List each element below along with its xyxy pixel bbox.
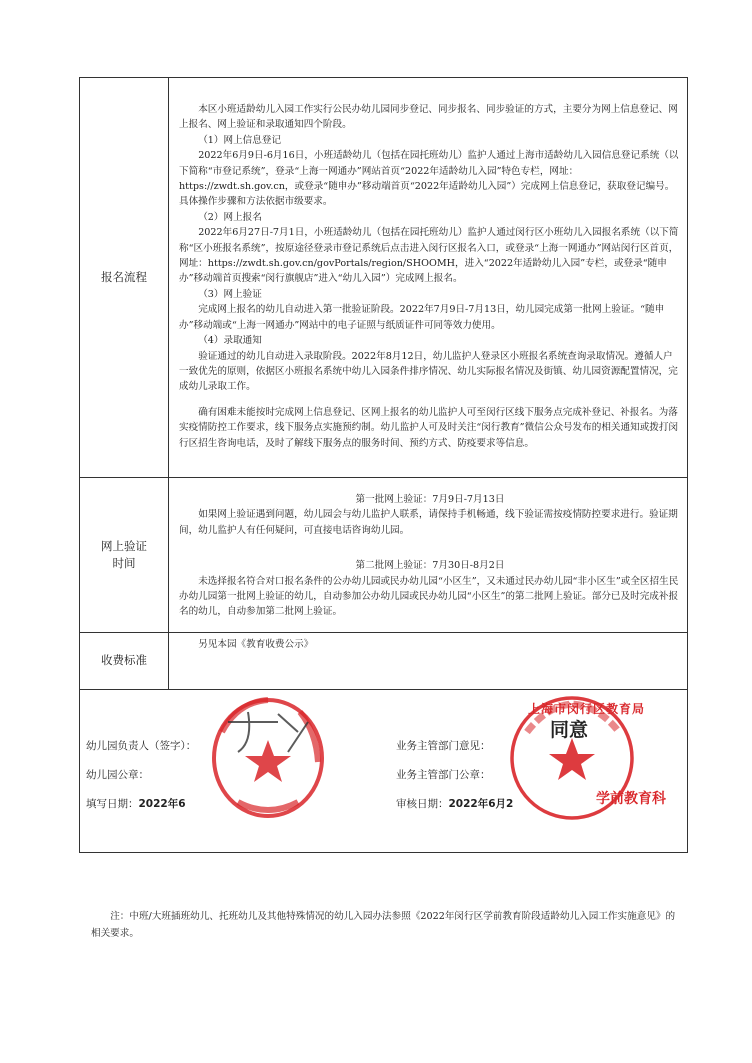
batch2-text: 未选择报名符合对口报名条件的公办幼儿园或民办幼儿园“小区生”，又未通过民办幼儿园“非小区生”或全区招生民办幼儿园第一批网上验证的幼儿，自动参加公办幼儿园或民办幼儿园“小区生”的第二批网上验证。部分已及时完成补报名的幼儿，自动参加第二批网上验证。 <box>179 575 679 618</box>
flow-offline-note: 确有困难未能按时完成网上信息登记、区网上报名的幼儿监护人可至闵行区线下服务点完成补登记、补报名。为落实疫情防控工作要求，线下服务点实施预约制。幼儿监护人可及时关注“闵行教育”微信公众号发布的相关通知或拨打闵行区招生咨询电话，及时了解线下服务点的服务时间、预约方式、防疫要求等信息。 <box>179 406 679 449</box>
review-date <box>396 796 513 811</box>
content-flow <box>169 78 688 478</box>
flow-step4-title: （4）录取通知 <box>198 335 262 347</box>
stamp-bottom-text: 学前教育科 <box>596 790 666 807</box>
flow-intro: 本区小班适龄幼儿入园工作实行公民办幼儿园同步登记、同步报名、同步验证的方式，主要分为网上信息登记、网上报名、网上验证和录取通知四个阶段。 <box>179 104 678 131</box>
review-date-value: 2022年6月2 <box>448 797 514 810</box>
flow-step1-title: （1）网上信息登记 <box>198 134 282 146</box>
approve-handwriting: 同意 <box>550 718 589 741</box>
flow-step4-text: 验证通过的幼儿自动进入录取阶段。2022年8月12日，幼儿监护人登录区小班报名系统查询录取情况。遵循人户一致优先的原则，依据区小班报名系统中幼儿入园条件排序情况、幼儿实际报名情况及街镇、幼儿园资源配置情况，完成幼儿录取工作。 <box>179 350 678 393</box>
row-fee <box>80 632 688 689</box>
batch1-text: 如果网上验证遇到问题，幼儿园会与幼儿监护人联系，请保持手机畅通，线下验证需按疫情防控要求进行。验证期间，幼儿监护人有任何疑问，可直接电话咨询幼儿园。 <box>179 509 678 536</box>
principal-sign-label: 幼儿园负责人（签字）： <box>86 739 197 752</box>
batch2-title: 第二批网上验证：7月30日-8月2日 <box>355 560 505 572</box>
batch1-title: 第一批网上验证：7月9日-7月13日 <box>355 493 505 505</box>
fill-date <box>86 796 186 811</box>
label-flow: 报名流程 <box>80 78 169 478</box>
fill-date-label: 填写日期： <box>86 797 139 810</box>
flow-step1-text: 2022年6月9日-6月16日，小班适龄幼儿（包括在园托班幼儿）监护人通过上海市适龄幼儿入园信息登记系统（以下简称“市登记系统”，登录“上海一网通办”网站首页“2022年适龄幼儿入园”特色专栏，网址：https://zwdt.sh.gov.cn，或登录“随申办”移动端首页“2022年适龄幼儿入园”）完成网上信息登记，获取登记编号。具体操作步骤和方法依据市级要求。 <box>179 150 679 208</box>
row-sign <box>80 689 688 852</box>
kindergarten-seal-icon <box>208 692 328 822</box>
flow-step2-title: （2）网上报名 <box>198 211 262 223</box>
flow-step3-text: 完成网上报名的幼儿自动进入第一批验证阶段。2022年7月9日-7月13日，幼儿园完成第一批网上验证。“随申办”移动端或“上海一网通办”网站中的电子证照与纸质证件可同等效力使用。 <box>179 304 665 331</box>
label-fee: 收费标准 <box>80 632 169 689</box>
fill-date-value: 2022年6 <box>138 797 186 810</box>
label-verify-line2: 时间 <box>112 555 136 570</box>
signature-area <box>80 689 688 852</box>
stamp-top-text: 上海市闵行区教育局 <box>528 701 646 716</box>
fee-text: 另见本园《教育收费公示》 <box>198 638 314 650</box>
review-date-label: 审核日期： <box>396 797 449 810</box>
enrollment-table <box>79 77 688 853</box>
flow-step3-title: （3）网上验证 <box>198 288 262 300</box>
flow-step2-text: 2022年6月27日-7月1日，小班适龄幼儿（包括在园托班幼儿）监护人通过闵行区小班幼儿入园报名系统（以下简称“区小班报名系统”，按原途径登录市登记系统后点击进入闵行区报名入口，或登录“上海一网通办”网站闵行区首页，网址：https://zwdt.sh.gov.cn/govPortals/region/SHOOMH，进入“2022年适龄幼儿入园”专栏，或登录“随申办”移动端首页搜索“闵行旗舰店”进入“幼儿入园”）完成网上报名。 <box>179 227 679 285</box>
content-fee <box>169 632 688 689</box>
dept-opinion-label: 业务主管部门意见： <box>396 739 491 752</box>
dept-seal-label: 业务主管部门公章： <box>396 768 491 781</box>
kindergarten-seal-label: 幼儿园公章： <box>86 768 149 781</box>
footnote: 注：中班/大班插班幼儿、托班幼儿及其他特殊情况的幼儿入园办法参照《2022年闵行区学前教育阶段适龄幼儿入园工作实施意见》的相关要求。 <box>91 911 676 939</box>
label-verify <box>80 477 169 632</box>
row-verify <box>80 477 688 632</box>
row-flow <box>80 78 688 478</box>
content-verify <box>169 477 688 632</box>
label-verify-line1: 网上验证 <box>101 538 147 553</box>
